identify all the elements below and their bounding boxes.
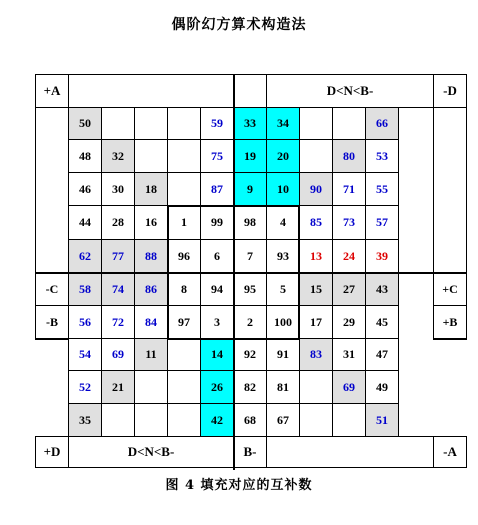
square-cell: 87 [200,172,234,206]
square-cell [299,107,333,140]
square-cell: 98 [233,205,267,240]
square-cell: 33 [233,107,267,140]
square-cell: 50 [68,107,102,140]
square-cell: 7 [233,239,267,273]
square-cell: 80 [332,139,366,173]
square-cell: 58 [68,272,102,306]
square-cell: 77 [101,239,135,273]
square-cell: 85 [299,205,333,240]
square-cell: 35 [68,403,102,437]
square-cell: 56 [68,305,102,339]
square-cell: 31 [332,338,366,371]
square-cell [134,139,168,173]
square-cell: 75 [200,139,234,173]
square-cell [134,403,168,437]
square-cell: 99 [200,205,234,240]
square-cell [299,139,333,173]
square-cell: 46 [68,172,102,206]
square-cell: 47 [365,338,399,371]
square-cell: 9 [233,172,267,206]
square-cell: 11 [134,338,168,371]
square-cell [167,370,201,404]
square-cell: 2 [233,305,267,339]
left-label: -B [35,305,69,339]
square-cell: 94 [200,272,234,306]
square-cell: 95 [233,272,267,306]
right-label [433,338,467,340]
core-box-right [298,205,300,339]
figure-caption: 图 4 填充对应的互补数 [165,478,313,493]
square-cell: 69 [332,370,366,404]
square-cell: 97 [167,305,201,339]
square-cell: 28 [101,205,135,240]
square-cell: 49 [365,370,399,404]
square-cell [299,403,333,437]
top-label: D<N<B- [266,74,434,108]
square-cell: 84 [134,305,168,339]
square-cell: 19 [233,139,267,173]
square-cell [101,403,135,437]
square-cell: 93 [266,239,300,273]
square-cell: 69 [101,338,135,371]
bottom-label: D<N<B- [68,436,234,468]
core-box-bottom [167,338,300,340]
square-cell [167,338,201,371]
square-cell: 96 [167,239,201,273]
square-cell: 18 [134,172,168,206]
square-cell: 10 [266,172,300,206]
square-cell: 17 [299,305,333,339]
square-cell [134,370,168,404]
square-cell: 16 [134,205,168,240]
square-cell: 81 [266,370,300,404]
right-label [433,107,467,273]
square-cell: 32 [101,139,135,173]
square-cell: 88 [134,239,168,273]
square-cell [167,139,201,173]
core-box-top [167,205,300,207]
square-cell: 62 [68,239,102,273]
square-cell: 42 [200,403,234,437]
square-cell: 74 [101,272,135,306]
square-cell: 29 [332,305,366,339]
square-cell: 24 [332,239,366,273]
square-cell: 14 [200,338,234,371]
square-cell [332,107,366,140]
square-cell: 55 [365,172,399,206]
square-cell [167,403,201,437]
square-cell: 53 [365,139,399,173]
square-cell: 4 [266,205,300,240]
square-cell [167,172,201,206]
square-cell [134,107,168,140]
square-cell: 68 [233,403,267,437]
square-cell: 90 [299,172,333,206]
square-cell: 5 [266,272,300,306]
square-cell [332,403,366,437]
core-box-left [167,205,169,339]
square-cell: 26 [200,370,234,404]
square-cell: 34 [266,107,300,140]
square-cell: 52 [68,370,102,404]
square-cell: 1 [167,205,201,240]
square-cell: 66 [365,107,399,140]
top-label: -D [433,74,467,108]
right-label: +B [433,305,467,339]
bottom-label: +D [35,436,69,468]
square-cell [299,370,333,404]
square-cell: 92 [233,338,267,371]
square-cell: 71 [332,172,366,206]
square-cell: 86 [134,272,168,306]
square-cell: 83 [299,338,333,371]
bottom-label: -A [433,436,467,468]
bottom-label [266,436,434,468]
square-cell: 30 [101,172,135,206]
square-cell: 73 [332,205,366,240]
square-cell: 54 [68,338,102,371]
center-horizontal-divider [35,272,466,274]
square-cell: 48 [68,139,102,173]
square-cell: 45 [365,305,399,339]
square-cell: 27 [332,272,366,306]
square-cell: 67 [266,403,300,437]
square-cell: 39 [365,239,399,273]
square-cell: 43 [365,272,399,306]
page-title: 偶阶幻方算术构造法 [171,17,307,33]
square-cell: 44 [68,205,102,240]
square-cell: 15 [299,272,333,306]
square-cell [101,107,135,140]
square-cell: 82 [233,370,267,404]
square-cell: 59 [200,107,234,140]
square-cell: 100 [266,305,300,339]
right-label: +C [433,272,467,306]
square-cell: 57 [365,205,399,240]
top-label [68,74,267,108]
square-cell: 20 [266,139,300,173]
square-cell: 72 [101,305,135,339]
square-cell: 51 [365,403,399,437]
square-cell: 8 [167,272,201,306]
left-label: -C [35,272,69,306]
top-label: +A [35,74,69,108]
square-cell: 6 [200,239,234,273]
square-cell: 21 [101,370,135,404]
square-cell: 3 [200,305,234,339]
square-cell: 91 [266,338,300,371]
square-cell [167,107,201,140]
left-label [35,107,69,273]
left-label [35,338,69,340]
square-cell: 13 [299,239,333,273]
bottom-label: B- [233,436,267,468]
